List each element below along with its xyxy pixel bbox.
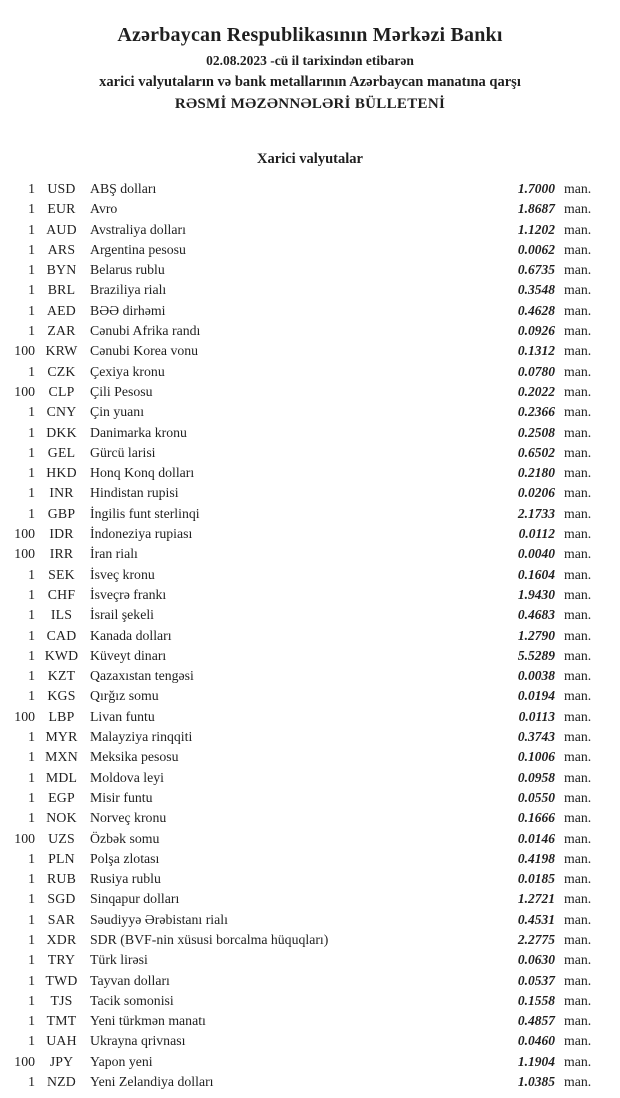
table-row <box>0 585 620 605</box>
rate-value-cell: 1.2721 <box>517 891 555 907</box>
currency-code-cell: NOK <box>46 810 77 826</box>
currency-name-cell: Qazaxıstan tengəsi <box>90 668 194 684</box>
unit-cell: man. <box>564 668 592 684</box>
currency-name-cell: İngilis funt sterlinqi <box>90 505 200 521</box>
unit-cell: man. <box>564 444 592 460</box>
currency-code-cell: CHF <box>47 586 76 602</box>
currency-code-cell: JPY <box>49 1053 74 1069</box>
table-row <box>0 666 620 686</box>
unit-cell: man. <box>564 343 592 359</box>
table-row <box>0 768 620 788</box>
quantity-cell: 1 <box>28 1013 35 1029</box>
quantity-cell: 1 <box>28 444 35 460</box>
currency-name-cell: Cənubi Korea vonu <box>90 343 199 359</box>
currency-name-cell: Livan funtu <box>90 708 155 724</box>
unit-cell: man. <box>564 850 592 866</box>
currency-name-cell: Yeni türkmən manatı <box>90 1013 206 1029</box>
unit-cell: man. <box>564 363 592 379</box>
rate-value-cell: 0.3743 <box>517 729 555 745</box>
quantity-cell: 1 <box>28 810 35 826</box>
currency-code-cell: PLN <box>48 850 75 866</box>
currency-name-cell: Malayziya rinqqiti <box>90 729 193 745</box>
quantity-cell: 1 <box>28 485 35 501</box>
rate-value-cell: 0.1006 <box>517 749 555 765</box>
unit-cell: man. <box>564 262 592 278</box>
table-row <box>0 362 620 382</box>
quantity-cell: 1 <box>28 221 35 237</box>
currency-name-cell: İndoneziya rupiası <box>90 526 193 542</box>
table-row <box>0 1031 620 1051</box>
rate-value-cell: 0.0550 <box>517 789 555 805</box>
unit-cell: man. <box>564 729 592 745</box>
table-row <box>0 199 620 219</box>
table-row <box>0 504 620 524</box>
quantity-cell: 1 <box>28 891 35 907</box>
unit-cell: man. <box>564 1013 592 1029</box>
currency-name-cell: Sinqapur dolları <box>90 891 180 907</box>
table-row <box>0 524 620 544</box>
table-row <box>0 747 620 767</box>
table-row <box>0 605 620 625</box>
unit-cell: man. <box>564 830 592 846</box>
table-row <box>0 463 620 483</box>
quantity-cell: 1 <box>28 729 35 745</box>
unit-cell: man. <box>564 627 592 643</box>
table-row <box>0 1011 620 1031</box>
table-row <box>0 321 620 341</box>
unit-cell: man. <box>564 282 592 298</box>
unit-cell: man. <box>564 769 592 785</box>
currency-code-cell: TMT <box>46 1013 77 1029</box>
currency-name-cell: Moldova leyi <box>90 769 164 785</box>
rate-value-cell: 0.2508 <box>517 424 555 440</box>
table-row <box>0 260 620 280</box>
currency-name-cell: Belarus rublu <box>90 262 165 278</box>
table-row <box>0 179 620 199</box>
quantity-cell: 1 <box>28 282 35 298</box>
currency-code-cell: BRL <box>47 282 76 298</box>
rate-value-cell: 1.7000 <box>517 181 555 196</box>
table-row <box>0 727 620 747</box>
rate-value-cell: 2.2775 <box>517 931 555 947</box>
currency-name-cell: SDR (BVF-nin xüsusi borcalma hüquqları) <box>90 931 329 947</box>
currency-name-cell: BƏƏ dirhəmi <box>90 302 166 318</box>
table-row <box>0 829 620 849</box>
currency-code-cell: CAD <box>46 627 77 643</box>
currency-code-cell: LBP <box>48 708 75 724</box>
currency-code-cell: CZK <box>47 363 76 379</box>
rate-value-cell: 0.0958 <box>517 769 555 785</box>
currency-code-cell: KGS <box>47 688 76 704</box>
table-row <box>0 544 620 564</box>
currency-code-cell: UAH <box>46 1033 77 1049</box>
table-row <box>0 402 620 422</box>
currency-name-cell: Argentina pesosu <box>90 241 186 257</box>
unit-cell: man. <box>564 972 592 988</box>
currency-code-cell: IRR <box>49 546 74 562</box>
currency-code-cell: DKK <box>46 424 77 440</box>
rate-value-cell: 1.8687 <box>517 201 555 217</box>
rate-value-cell: 0.4857 <box>517 1013 555 1029</box>
quantity-cell: 1 <box>28 749 35 765</box>
currency-code-cell: CNY <box>46 404 77 420</box>
rate-value-cell: 2.1733 <box>517 505 555 521</box>
rate-value-cell: 0.2180 <box>517 465 555 481</box>
rate-value-cell: 0.6502 <box>517 444 555 460</box>
quantity-cell: 1 <box>28 769 35 785</box>
unit-cell: man. <box>564 383 592 399</box>
table-row <box>0 382 620 402</box>
unit-cell: man. <box>564 871 592 887</box>
currency-code-cell: KRW <box>45 343 78 359</box>
currency-name-cell: İsveçrə frankı <box>90 586 167 602</box>
unit-cell: man. <box>564 221 592 237</box>
currency-name-cell: Yapon yeni <box>90 1053 153 1069</box>
quantity-cell: 1 <box>28 1033 35 1049</box>
currency-name-cell: Yeni Zelandiya dolları <box>90 1074 214 1090</box>
unit-cell: man. <box>564 708 592 724</box>
currency-name-cell: Çexiya kronu <box>90 363 165 379</box>
rate-value-cell: 1.2790 <box>517 627 555 643</box>
unit-cell: man. <box>564 505 592 521</box>
quantity-cell: 1 <box>28 465 35 481</box>
rate-value-cell: 0.0146 <box>517 830 555 846</box>
unit-cell: man. <box>564 607 592 623</box>
unit-cell: man. <box>564 586 592 602</box>
currency-name-cell: Avstraliya dolları <box>90 221 186 237</box>
currency-code-cell: ZAR <box>47 323 76 339</box>
table-row <box>0 707 620 727</box>
unit-cell: man. <box>564 404 592 420</box>
quantity-cell: 1 <box>28 972 35 988</box>
currency-name-cell: Misir funtu <box>90 789 153 805</box>
rate-value-cell: 1.9430 <box>517 586 555 602</box>
unit-cell: man. <box>564 952 592 968</box>
rate-value-cell: 5.5289 <box>517 647 555 663</box>
effective-date-line: 02.08.2023 -cü il tarixindən etibarən <box>206 53 414 68</box>
quantity-cell: 1 <box>28 627 35 643</box>
quantity-cell: 1 <box>28 363 35 379</box>
currency-name-cell: Polşa zlotası <box>90 850 160 866</box>
rate-value-cell: 0.3548 <box>517 282 555 298</box>
table-row <box>0 930 620 950</box>
quantity-cell: 100 <box>14 343 35 359</box>
currency-code-cell: TWD <box>45 972 78 988</box>
rate-value-cell: 0.1312 <box>517 343 555 359</box>
currency-name-cell: İran rialı <box>90 546 138 562</box>
quantity-cell: 1 <box>28 647 35 663</box>
bulletin-header <box>0 0 620 114</box>
currency-code-cell: ARS <box>47 241 76 257</box>
table-row <box>0 220 620 240</box>
rate-value-cell: 1.0385 <box>517 1074 555 1090</box>
table-row <box>0 849 620 869</box>
currency-name-cell: Özbək somu <box>90 830 160 846</box>
quantity-cell: 1 <box>28 850 35 866</box>
quantity-cell: 1 <box>28 668 35 684</box>
exchange-rates-table <box>0 179 620 1092</box>
currency-name-cell: İsrail şekeli <box>90 607 154 623</box>
table-row <box>0 686 620 706</box>
currency-name-cell: Meksika pesosu <box>90 749 179 765</box>
table-row <box>0 788 620 808</box>
unit-cell: man. <box>564 749 592 765</box>
unit-cell: man. <box>564 465 592 481</box>
quantity-cell: 1 <box>28 1074 35 1090</box>
table-row <box>0 991 620 1011</box>
table-row <box>0 1052 620 1072</box>
unit-cell: man. <box>564 546 592 562</box>
rate-value-cell: 0.0194 <box>517 688 555 704</box>
currency-code-cell: UZS <box>48 830 75 846</box>
quantity-cell: 1 <box>28 931 35 947</box>
currency-name-cell: Ukrayna qrivnası <box>90 1033 186 1049</box>
currency-code-cell: GBP <box>47 505 76 521</box>
quantity-cell: 100 <box>14 830 35 846</box>
unit-cell: man. <box>564 526 592 542</box>
rate-value-cell: 0.0113 <box>518 708 555 724</box>
currency-name-cell: Avro <box>90 201 118 217</box>
table-row <box>0 971 620 991</box>
currency-name-cell: Norveç kronu <box>90 810 167 826</box>
currency-code-cell: EUR <box>47 201 76 217</box>
rate-value-cell: 0.4531 <box>517 911 555 927</box>
rate-value-cell: 0.0780 <box>517 363 555 379</box>
rate-value-cell: 0.4198 <box>517 850 555 866</box>
quantity-cell: 1 <box>28 302 35 318</box>
currency-code-cell: RUB <box>47 871 76 887</box>
quantity-cell: 1 <box>28 952 35 968</box>
table-row <box>0 565 620 585</box>
table-row <box>0 1072 620 1092</box>
unit-cell: man. <box>564 201 592 217</box>
table-row <box>0 950 620 970</box>
quantity-cell: 1 <box>28 566 35 582</box>
currency-name-cell: Türk lirəsi <box>90 952 148 968</box>
rate-value-cell: 0.0926 <box>517 323 555 339</box>
currency-code-cell: INR <box>49 485 74 501</box>
quantity-cell: 1 <box>28 241 35 257</box>
currency-code-cell: IDR <box>49 526 74 542</box>
currency-code-cell: KZT <box>47 668 76 684</box>
unit-cell: man. <box>564 911 592 927</box>
table-row <box>0 808 620 828</box>
quantity-cell: 1 <box>28 992 35 1008</box>
currency-code-cell: USD <box>47 181 76 196</box>
currency-name-cell: Tayvan dolları <box>90 972 170 988</box>
quantity-cell: 1 <box>28 789 35 805</box>
table-row <box>0 301 620 321</box>
unit-cell: man. <box>564 424 592 440</box>
table-row <box>0 483 620 503</box>
currency-code-cell: XDR <box>46 931 77 947</box>
unit-cell: man. <box>564 891 592 907</box>
currency-code-cell: AUD <box>46 221 77 237</box>
table-row <box>0 869 620 889</box>
currency-name-cell: Danimarka kronu <box>90 424 187 440</box>
table-row <box>0 423 620 443</box>
currency-name-cell: Honq Konq dolları <box>90 465 195 481</box>
rate-value-cell: 0.1666 <box>517 810 555 826</box>
currency-name-cell: Hindistan rupisi <box>90 485 179 501</box>
quantity-cell: 1 <box>28 424 35 440</box>
unit-cell: man. <box>564 1033 592 1049</box>
currency-name-cell: Səudiyyə Ərəbistanı rialı <box>90 911 228 927</box>
rate-value-cell: 1.1904 <box>517 1053 555 1069</box>
quantity-cell: 1 <box>28 201 35 217</box>
bulletin-title: RƏSMİ MƏZƏNNƏLƏRİ BÜLLETENİ <box>174 96 446 112</box>
currency-code-cell: MXN <box>45 749 78 765</box>
currency-name-cell: İsveç kronu <box>90 566 155 582</box>
currency-code-cell: ILS <box>50 607 73 623</box>
quantity-cell: 100 <box>14 383 35 399</box>
quantity-cell: 1 <box>28 505 35 521</box>
rate-value-cell: 0.0460 <box>517 1033 555 1049</box>
rate-value-cell: 0.1604 <box>517 566 555 582</box>
table-row <box>0 910 620 930</box>
unit-cell: man. <box>564 323 592 339</box>
rate-value-cell: 0.0040 <box>517 546 555 562</box>
currency-name-cell: Çili Pesosu <box>90 383 153 399</box>
unit-cell: man. <box>564 931 592 947</box>
bulletin-subtitle: xarici valyutaların və bank metallarının Azərbaycan manatına qarşı <box>99 74 521 90</box>
currency-code-cell: SEK <box>48 566 75 582</box>
currency-code-cell: SAR <box>47 911 76 927</box>
rate-value-cell: 0.0537 <box>517 972 555 988</box>
bank-name-title: Azərbaycan Respublikasının Mərkəzi Bankı <box>117 24 503 46</box>
currency-code-cell: GEL <box>47 444 76 460</box>
rate-value-cell: 0.0206 <box>517 485 555 501</box>
currency-code-cell: KWD <box>44 647 79 663</box>
quantity-cell: 1 <box>28 688 35 704</box>
table-row <box>0 443 620 463</box>
quantity-cell: 100 <box>14 546 35 562</box>
currency-code-cell: MDL <box>45 769 78 785</box>
rate-value-cell: 0.1558 <box>517 992 555 1008</box>
currency-name-cell: ABŞ dolları <box>90 181 157 196</box>
rate-value-cell: 0.2366 <box>517 404 555 420</box>
unit-cell: man. <box>564 566 592 582</box>
unit-cell: man. <box>564 992 592 1008</box>
currency-code-cell: TRY <box>47 952 76 968</box>
currency-name-cell: Qırğız somu <box>90 688 159 704</box>
currency-code-cell: AED <box>47 302 76 318</box>
currency-name-cell: Gürcü larisi <box>90 444 156 460</box>
currency-name-cell: Braziliya rialı <box>90 282 167 298</box>
unit-cell: man. <box>564 1053 592 1069</box>
currency-name-cell: Çin yuanı <box>90 404 145 420</box>
table-row <box>0 280 620 300</box>
table-row <box>0 240 620 260</box>
unit-cell: man. <box>564 485 592 501</box>
currency-code-cell: TJS <box>50 992 73 1008</box>
unit-cell: man. <box>564 688 592 704</box>
quantity-cell: 1 <box>28 181 35 196</box>
rate-value-cell: 0.4683 <box>517 607 555 623</box>
rate-value-cell: 0.0112 <box>518 526 555 542</box>
rate-value-cell: 0.0185 <box>517 871 555 887</box>
rate-value-cell: 0.0062 <box>517 241 555 257</box>
unit-cell: man. <box>564 241 592 257</box>
rate-value-cell: 0.0630 <box>517 952 555 968</box>
quantity-cell: 1 <box>28 404 35 420</box>
quantity-cell: 100 <box>14 526 35 542</box>
rate-value-cell: 1.1202 <box>517 221 555 237</box>
quantity-cell: 1 <box>28 911 35 927</box>
currency-code-cell: SGD <box>47 891 76 907</box>
rate-value-cell: 0.0038 <box>517 668 555 684</box>
quantity-cell: 1 <box>28 586 35 602</box>
rate-value-cell: 0.2022 <box>517 383 555 399</box>
section-title-foreign-currencies: Xarici valyutalar <box>257 151 363 167</box>
currency-code-cell: NZD <box>47 1074 76 1090</box>
quantity-cell: 1 <box>28 262 35 278</box>
table-row <box>0 341 620 361</box>
unit-cell: man. <box>564 181 592 196</box>
currency-code-cell: MYR <box>45 729 78 745</box>
quantity-cell: 1 <box>28 871 35 887</box>
currency-code-cell: HKD <box>46 465 77 481</box>
currency-code-cell: EGP <box>48 789 75 805</box>
unit-cell: man. <box>564 647 592 663</box>
unit-cell: man. <box>564 302 592 318</box>
table-row <box>0 626 620 646</box>
quantity-cell: 100 <box>14 708 35 724</box>
currency-name-cell: Rusiya rublu <box>90 871 161 887</box>
currency-code-cell: CLP <box>48 383 75 399</box>
currency-code-cell: BYN <box>46 262 77 278</box>
quantity-cell: 1 <box>28 323 35 339</box>
unit-cell: man. <box>564 810 592 826</box>
table-row <box>0 646 620 666</box>
unit-cell: man. <box>564 1074 592 1090</box>
quantity-cell: 100 <box>14 1053 35 1069</box>
quantity-cell: 1 <box>28 607 35 623</box>
currency-name-cell: Tacik somonisi <box>90 992 174 1008</box>
currency-name-cell: Küveyt dinarı <box>90 647 167 663</box>
rate-value-cell: 0.4628 <box>517 302 555 318</box>
table-row <box>0 889 620 909</box>
currency-name-cell: Kanada dolları <box>90 627 172 643</box>
currency-name-cell: Cənubi Afrika randı <box>90 323 201 339</box>
unit-cell: man. <box>564 789 592 805</box>
rate-value-cell: 0.6735 <box>517 262 555 278</box>
